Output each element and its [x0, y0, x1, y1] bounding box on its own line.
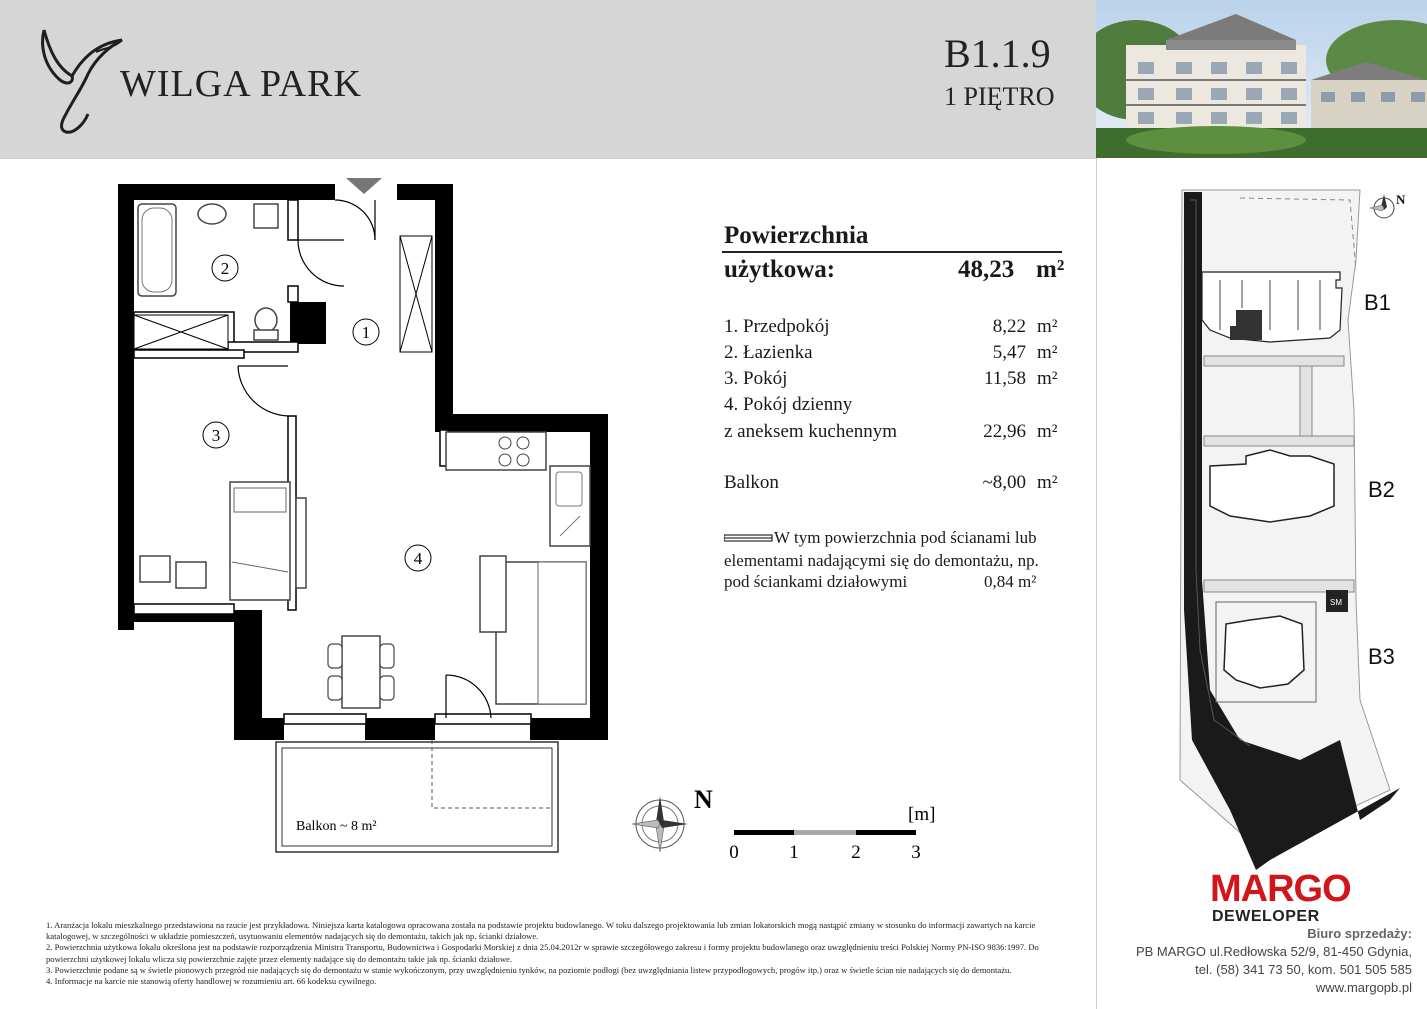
room-1-unit: m²: [1037, 316, 1058, 337]
unit-floor: 1 PIĘTRO: [944, 82, 1055, 111]
area-total: 48,23: [958, 256, 1015, 283]
sales-office-phone: tel. (58) 341 73 50, kom. 501 505 585: [1195, 962, 1412, 977]
compass-and-scale: [624, 786, 954, 866]
legend-line-2: elementami nadającymi się do demontażu, np.: [724, 551, 1039, 570]
building-photo: [1096, 0, 1427, 158]
balcony-unit: m²: [1037, 472, 1058, 493]
compass-rose-icon: [632, 796, 688, 852]
brand-name: WILGA PARK: [120, 63, 362, 105]
balcony-value: ~8,00: [982, 472, 1026, 493]
footnote-1: 1. Aranżacja lokalu mieszkalnego przedstawiona na rzucie jest przykładowa. Niniejsza karta katalogowa opracowana została na podstawie projektu budowlanego. W toku dalszego projektowania lub zmian lokatorskich mogą nastąpić zmiany w stosunku do informacji zawartych na karcie katalogowej, w szczególności w układzie pomieszczeń, usytuowaniu elementów nadających się do demontażu, takich jak np. ścianki działowe.: [46, 920, 1036, 942]
room-2-value: 5,47: [992, 342, 1026, 363]
area-total-unit: m²: [1036, 256, 1065, 283]
panel-divider: [1096, 158, 1097, 1009]
room-4-name: 4. Pokój dzienny: [724, 394, 853, 415]
room-number-2: 2: [220, 259, 230, 278]
footnote-4: 4. Informacje na karcie nie stanowią oferty handlowej w rozumieniu art. 66 kodeksu cywilnego.: [46, 976, 377, 987]
compass-north-label: N: [694, 786, 713, 814]
footnotes: [46, 920, 1056, 987]
footnote-3: 3. Powierzchnie podane są w świetle pionowych przegród nie nadających się do demontażu w stanie wykończonym, przy uwzględnieniu tynków, na poziomie podłogi (bez uwzględniania listew przypodłogowych, progów itp.) oraz w świetle ścian nie nadających się do demontażu.: [46, 964, 1012, 975]
balcony-name: Balkon: [724, 472, 779, 493]
area-subtitle: użytkowa:: [724, 256, 836, 283]
sales-office-address: PB MARGO ul.Redłowska 52/9, 81-450 Gdynia,: [1135, 944, 1412, 959]
hatched-wall-legend-icon: [724, 533, 774, 543]
site-sm-label: SM: [1330, 598, 1342, 607]
room-3-value: 11,58: [983, 368, 1026, 389]
site-north-label: N: [1396, 192, 1406, 207]
footnote-2: 2. Powierzchnia użytkowa lokalu określona jest na podstawie rozporządzenia Ministra Transportu, Budownictwa i Gospodarki Morskiej z dnia 25.04.2012r w sprawie szczegółowego zakresu i formy projektu budowlanego oraz uwzględnieniu treści Polskiej Normy PN-ISO 9836:1997. Do powierzchni użytkowej lokalu wlicza się powierzchnie zajęte przez elementy nadające się do demontażu takie jak np. ścianki działowe.: [46, 942, 1039, 964]
header-divider: [0, 158, 1096, 159]
balcony-label: Balkon ~ 8 m²: [296, 819, 377, 834]
room-4-value: 22,96: [983, 421, 1026, 442]
area-title: Powierzchnia: [724, 222, 869, 249]
legend-line-3: pod ściankami działowymi: [724, 572, 908, 591]
sales-office-label: Biuro sprzedaży:: [1307, 926, 1412, 941]
room-3-unit: m²: [1037, 368, 1058, 389]
block-label-b1: B1: [1364, 290, 1391, 315]
contact-block: [1100, 925, 1412, 997]
room-4-name-cont: z aneksem kuchennym: [724, 421, 898, 442]
scale-tick-3: 3: [911, 842, 921, 863]
block-label-b3: B3: [1368, 644, 1395, 669]
site-north-icon: [1370, 194, 1394, 218]
bird-logo-icon: [30, 22, 130, 137]
scale-tick-1: 1: [789, 842, 799, 863]
unit-code: B1.1.9: [944, 31, 1051, 76]
room-3-name: 3. Pokój: [724, 368, 788, 389]
room-2-name: 2. Łazienka: [724, 342, 813, 363]
legend-line-1: W tym powierzchnia pod ścianami lub: [774, 528, 1037, 547]
scale-tick-0: 0: [729, 842, 739, 863]
scale-tick-2: 2: [851, 842, 861, 863]
margo-logo: MARGO: [1210, 868, 1351, 910]
scale-unit: [m]: [908, 804, 936, 825]
room-number-1: 1: [361, 323, 371, 342]
site-plan: [1170, 180, 1420, 870]
sales-office-website[interactable]: www.margopb.pl: [1315, 980, 1412, 995]
area-underline: [722, 251, 1062, 253]
margo-subtitle: DEWELOPER: [1212, 908, 1320, 925]
room-4-unit: m²: [1037, 421, 1058, 442]
block-label-b2: B2: [1368, 477, 1395, 502]
room-number-4: 4: [413, 549, 423, 568]
room-1-value: 8,22: [992, 316, 1026, 337]
street-label: ul. Ptasia: [1309, 826, 1356, 859]
floor-plan: [110, 170, 620, 860]
room-number-3: 3: [211, 426, 221, 445]
legend-value: 0,84 m²: [984, 572, 1037, 591]
room-2-unit: m²: [1037, 342, 1058, 363]
room-1-name: 1. Przedpokój: [724, 316, 830, 337]
